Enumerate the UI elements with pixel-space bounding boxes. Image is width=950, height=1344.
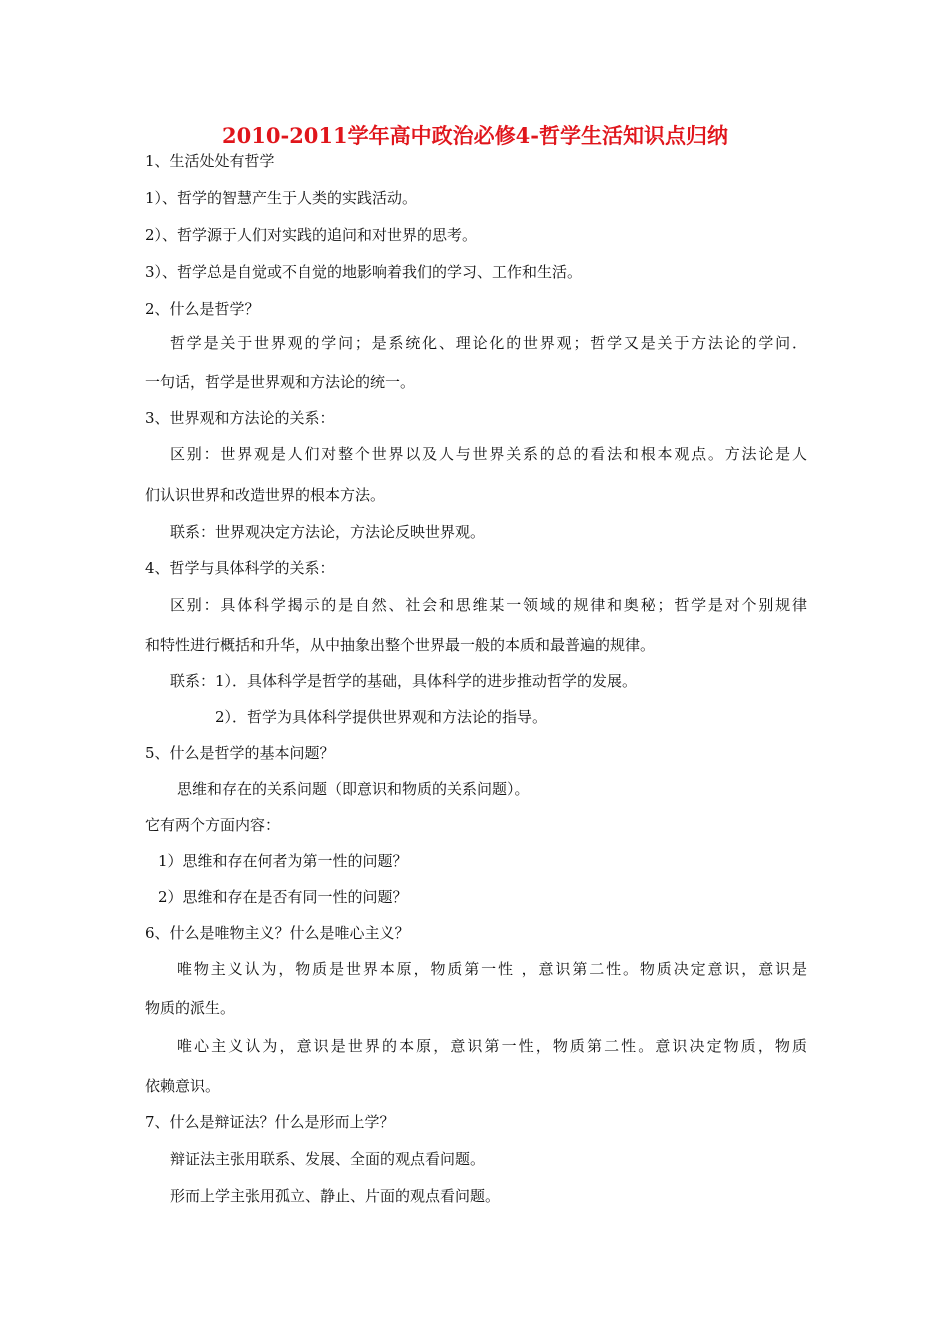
paragraph-line: 形而上学主张用孤立、静止、片面的观点看问题。 (170, 1187, 501, 1205)
paragraph-line: 辩证法主张用联系、发展、全面的观点看问题。 (170, 1150, 486, 1168)
paragraph-line: 物质的派生。 (145, 999, 236, 1017)
heading-2: 2、什么是哲学？ (145, 300, 260, 318)
heading-1: 1、生活处处有哲学 (145, 152, 275, 170)
heading-5: 5、什么是哲学的基本问题？ (145, 744, 335, 762)
paragraph-line: 和特性进行概括和升华，从中抽象出整个世界最一般的本质和最普遍的规律。 (145, 636, 656, 654)
paragraph-line: 一句话，哲学是世界观和方法论的统一。 (145, 373, 416, 391)
heading-4: 4、哲学与具体科学的关系： (145, 559, 335, 577)
paragraph-line: 唯心主义认为，意识是世界的本原，意识第一性，物质第二性。意识决定物质，物质 (177, 1037, 807, 1055)
paragraph-line: 思维和存在的关系问题（即意识和物质的关系问题）。 (177, 780, 530, 798)
paragraph-line: 哲学是关于世界观的学问；是系统化、理论化的世界观；哲学又是关于方法论的学问． (170, 334, 807, 352)
list-item: 1）、哲学的智慧产生于人类的实践活动。 (145, 189, 418, 207)
paragraph-line: 依赖意识。 (145, 1077, 221, 1095)
heading-3: 3、世界观和方法论的关系： (145, 409, 335, 427)
list-item: 2）思维和存在是否有同一性的问题？ (158, 888, 408, 906)
paragraph-line: 区别：具体科学揭示的是自然、社会和思维某一领域的规律和奥秘；哲学是对个别规律 (170, 596, 807, 614)
paragraph-line: 区别：世界观是人们对整个世界以及人与世界关系的总的看法和根本观点。方法论是人 (170, 445, 807, 463)
paragraph-line: 们认识世界和改造世界的根本方法。 (145, 486, 386, 504)
paragraph-line: 联系：1）．具体科学是哲学的基础，具体科学的进步推动哲学的发展。 (170, 672, 638, 690)
paragraph-line: 唯物主义认为，物质是世界本原，物质第一性 ，意识第二性。物质决定意识，意识是 (177, 960, 807, 978)
paragraph-line: 联系：世界观决定方法论，方法论反映世界观。 (170, 523, 486, 541)
list-item: 1）思维和存在何者为第一性的问题？ (158, 852, 408, 870)
paragraph-line: 它有两个方面内容： (145, 816, 281, 834)
document-title: 2010-2011学年高中政治必修4-哲学生活知识点归纳 (222, 123, 728, 148)
list-item: 3）、哲学总是自觉或不自觉的地影响着我们的学习、工作和生活。 (145, 263, 583, 281)
list-item: 2）、哲学源于人们对实践的追问和对世界的思考。 (145, 226, 478, 244)
paragraph-line: 2）．哲学为具体科学提供世界观和方法论的指导。 (215, 708, 548, 726)
heading-7: 7、什么是辩证法？什么是形而上学？ (145, 1113, 395, 1131)
heading-6: 6、什么是唯物主义？什么是唯心主义？ (145, 924, 410, 942)
